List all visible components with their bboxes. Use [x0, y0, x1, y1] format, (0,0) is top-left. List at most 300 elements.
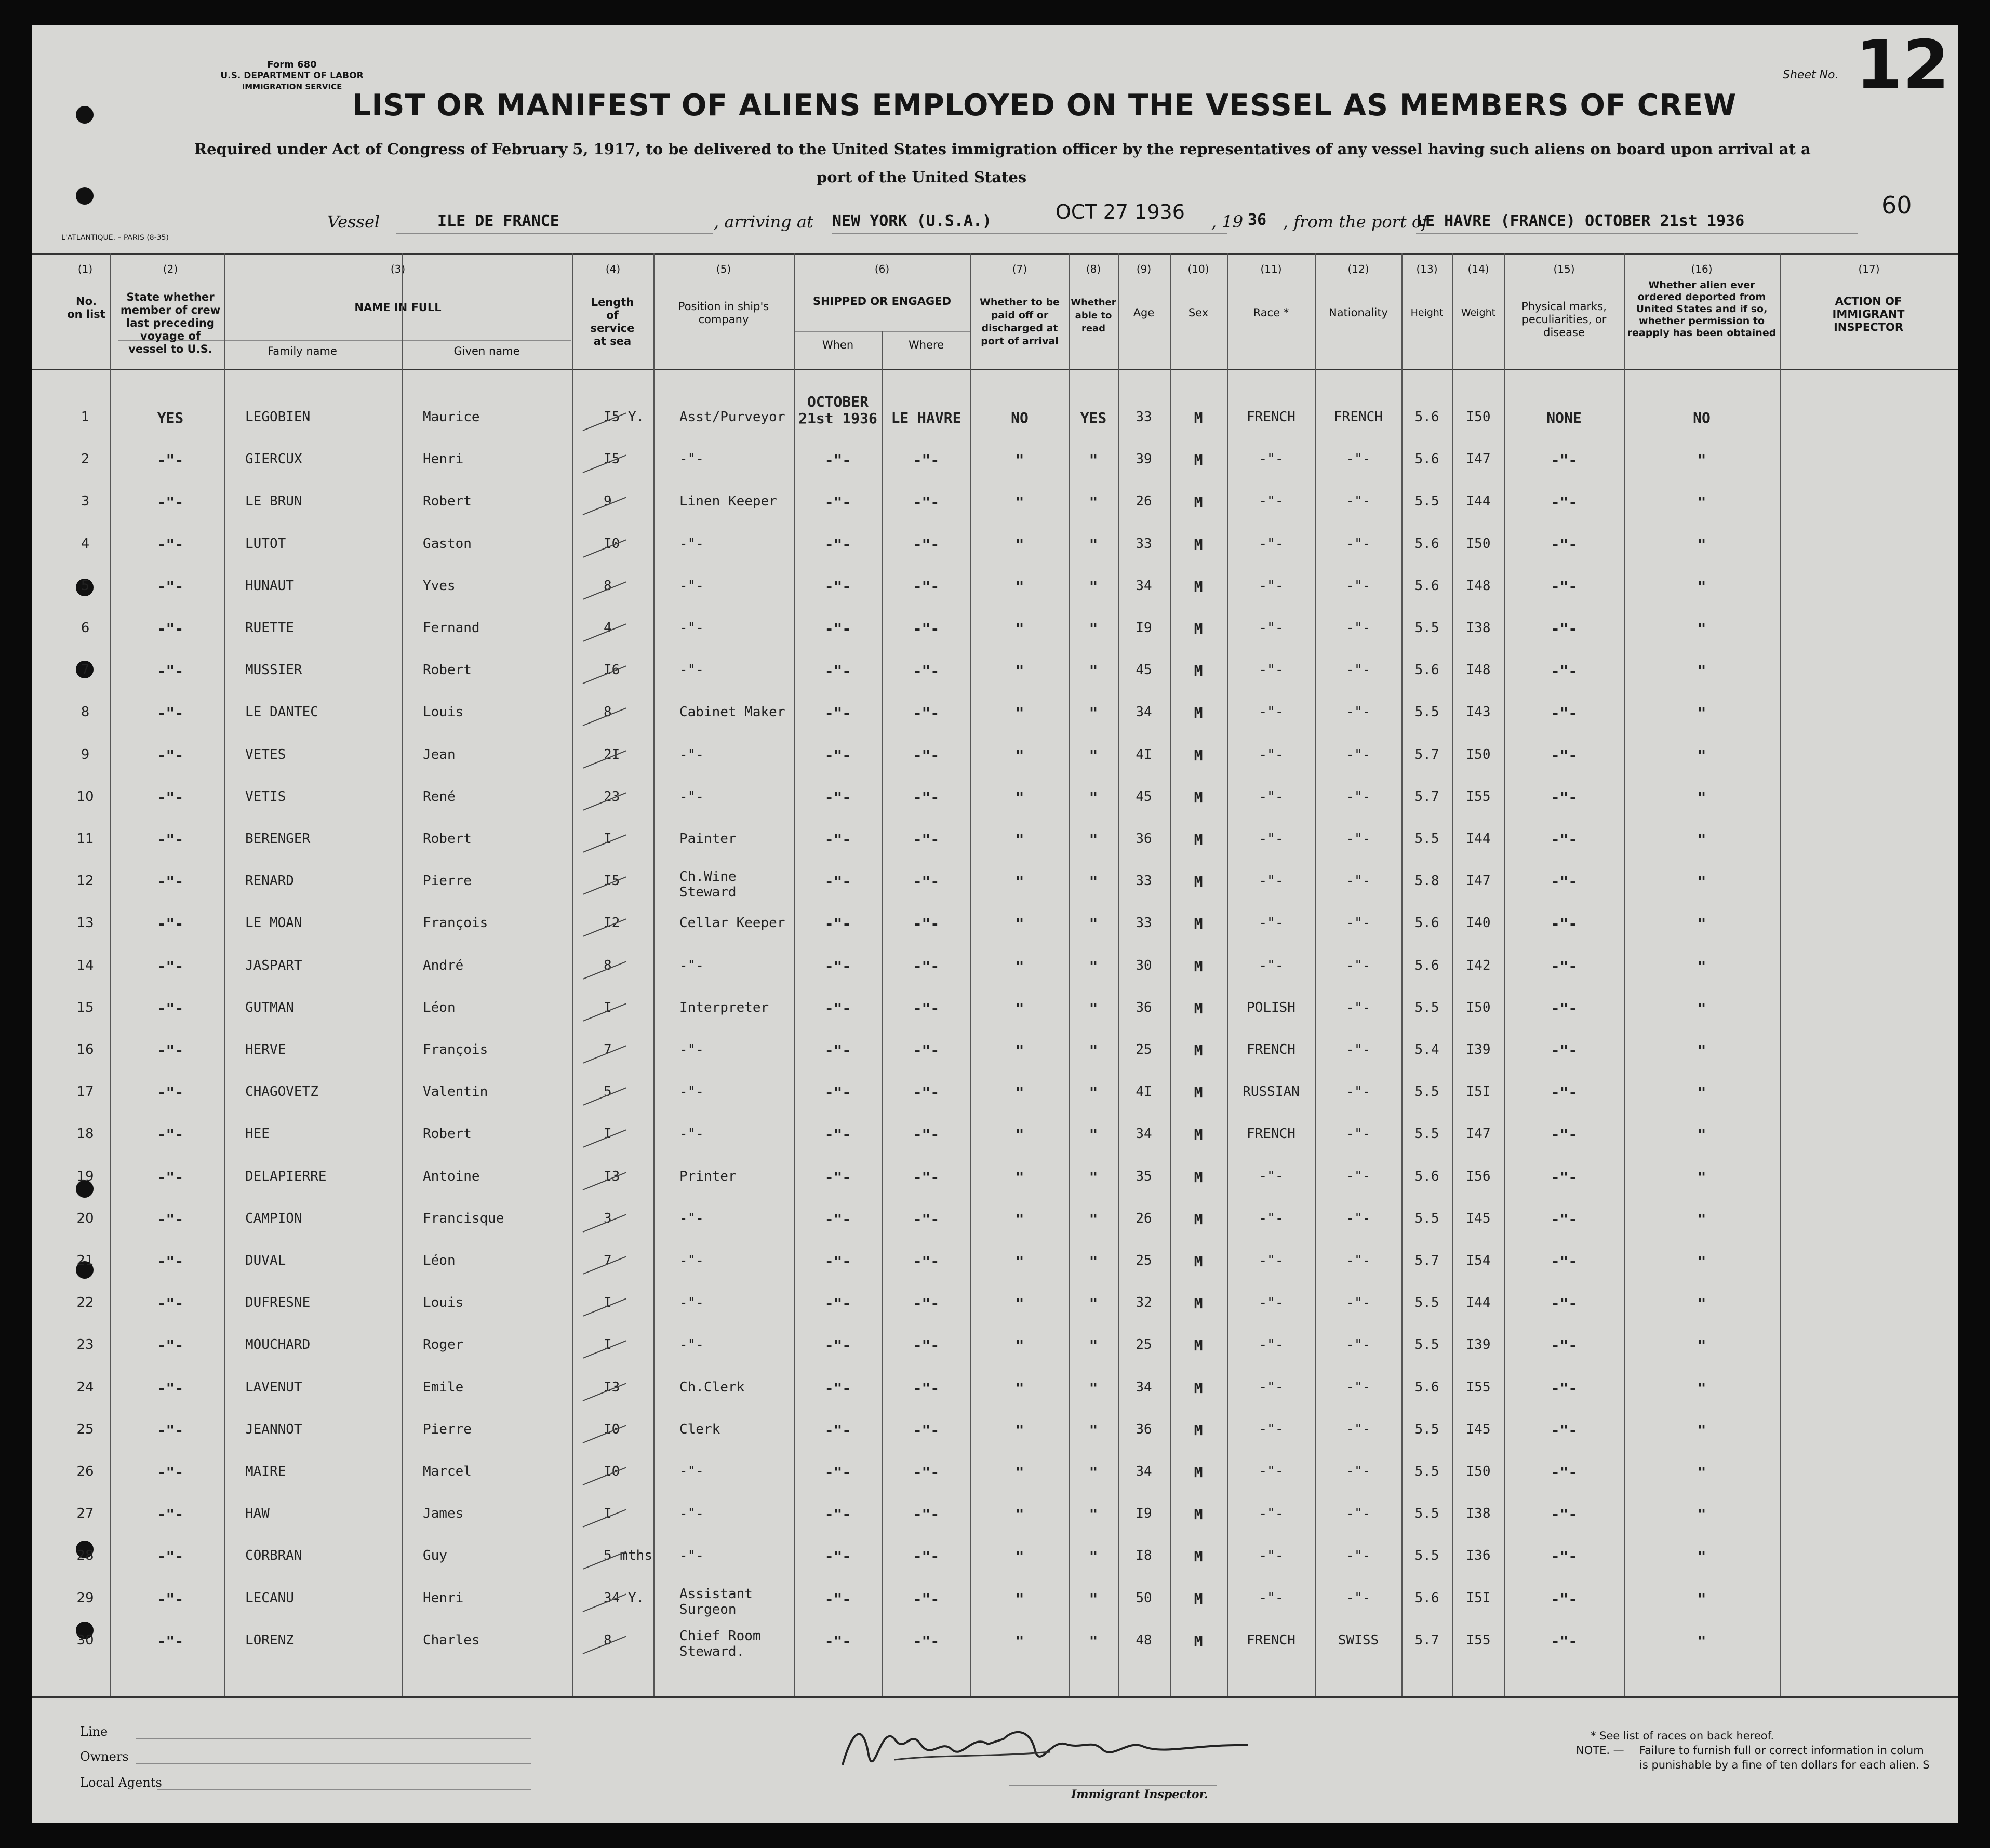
cell-given: Gaston [423, 536, 472, 552]
form-subtitle: Required under Act of Congress of February 5, 1917, to be delivered to the United States immigration officer by the representatives of any vessel having such aliens on board upon arrival at a [194, 140, 1811, 158]
cell-when: -"- [824, 1211, 851, 1228]
inspector-label: Immigrant Inspector. [1071, 1788, 1208, 1801]
cell-position: Cellar Keeper [679, 915, 785, 931]
cell-age: 33 [1136, 915, 1152, 931]
cell-deported: " [1697, 958, 1706, 975]
cell-no: 8 [81, 704, 90, 720]
cell-weight: I55 [1466, 789, 1491, 805]
cell-deported: " [1697, 1169, 1706, 1186]
cell-read: " [1089, 662, 1098, 679]
cell-no: 20 [76, 1211, 94, 1226]
cell-nationality: -"- [1346, 1126, 1371, 1142]
cell-position: Ch.Wine Steward [679, 869, 737, 900]
cell-read: " [1089, 1632, 1098, 1650]
cell-given: Robert [423, 831, 472, 847]
cell-age: 4I [1136, 1084, 1152, 1100]
cell-paid: " [1015, 831, 1024, 848]
cell-marks: -"- [1551, 1590, 1578, 1608]
cell-height: 5.7 [1414, 789, 1439, 805]
cell-weight: I5I [1466, 1590, 1491, 1606]
cell-given: Francisque [423, 1211, 504, 1226]
cell-weight: I50 [1466, 747, 1491, 762]
cell-family: HEE [245, 1126, 270, 1142]
cell-crew: -"- [157, 873, 184, 890]
cell-sex: M [1194, 1422, 1203, 1439]
cell-when: -"- [824, 1506, 851, 1523]
cell-race: -"- [1259, 536, 1284, 552]
cell-when: -"- [824, 1548, 851, 1565]
cell-no: 7 [81, 662, 90, 678]
cell-when: -"- [824, 1042, 851, 1059]
cell-read: " [1089, 958, 1098, 975]
cell-nationality: FRENCH [1334, 409, 1383, 425]
cell-where: -"- [913, 831, 940, 848]
cell-age: 39 [1136, 451, 1152, 467]
col-8-number: (8) [1086, 263, 1101, 275]
cell-paid: " [1015, 958, 1024, 975]
cell-deported: " [1697, 1295, 1706, 1312]
note-text-2: is punishable by a fine of ten dollars for each alien. S [1639, 1759, 1930, 1771]
col-5-header: Position in ship's company [678, 300, 769, 326]
cell-height: 5.6 [1414, 409, 1439, 425]
cell-crew: -"- [157, 704, 184, 721]
cell-where: -"- [913, 1632, 940, 1650]
cell-given: Robert [423, 662, 472, 678]
cell-marks: -"- [1551, 789, 1578, 806]
col-12-header: Nationality [1328, 306, 1388, 319]
cell-height: 5.7 [1414, 1253, 1439, 1268]
cell-marks: -"- [1551, 1042, 1578, 1059]
cell-service: I [604, 1126, 612, 1142]
cell-race: -"- [1259, 1169, 1284, 1184]
cell-weight: I47 [1466, 873, 1491, 889]
cell-where: -"- [913, 1548, 940, 1565]
cell-sex: M [1194, 620, 1203, 637]
cell-no: 19 [76, 1169, 94, 1184]
line-field[interactable] [136, 1738, 531, 1739]
cell-no: 15 [76, 1000, 94, 1015]
cell-nationality: -"- [1346, 1380, 1371, 1395]
cell-crew: -"- [157, 1422, 184, 1439]
cell-given: Maurice [423, 409, 480, 425]
cell-race: -"- [1259, 789, 1284, 805]
cell-paid: " [1015, 873, 1024, 890]
cell-sex: M [1194, 1126, 1203, 1143]
cell-family: HERVE [245, 1042, 286, 1057]
cell-deported: NO [1693, 409, 1711, 426]
cell-no: 28 [76, 1548, 94, 1563]
page-number: 60 [1881, 191, 1912, 219]
cell-when: -"- [824, 536, 851, 553]
vessel-name: ILE DE FRANCE [437, 212, 559, 230]
col-1-header: No. on list [67, 295, 105, 320]
cell-crew: -"- [157, 1590, 184, 1608]
cell-race: -"- [1259, 662, 1284, 678]
cell-deported: " [1697, 1253, 1706, 1270]
cell-sex: M [1194, 1590, 1203, 1608]
cell-family: GIERCUX [245, 451, 302, 467]
cell-nationality: -"- [1346, 662, 1371, 678]
cell-given: Marcel [423, 1464, 472, 1479]
cell-weight: I55 [1466, 1632, 1491, 1648]
cell-family: CORBRAN [245, 1548, 302, 1563]
cell-height: 5.5 [1414, 620, 1439, 636]
cell-nationality: -"- [1346, 1295, 1371, 1310]
cell-crew: -"- [157, 1042, 184, 1059]
col-17-number: (17) [1858, 263, 1880, 275]
cell-marks: -"- [1551, 1632, 1578, 1650]
cell-position: -"- [679, 1337, 704, 1352]
cell-paid: " [1015, 1548, 1024, 1565]
cell-weight: I5I [1466, 1084, 1491, 1100]
col-4-header: Length of service at sea [590, 296, 635, 347]
cell-marks: -"- [1551, 747, 1578, 764]
cell-age: 45 [1136, 662, 1152, 678]
note-races: * See list of races on back hereof. [1591, 1730, 1774, 1742]
cell-weight: I50 [1466, 409, 1491, 425]
cell-given: Antoine [423, 1169, 480, 1184]
cell-race: RUSSIAN [1243, 1084, 1300, 1100]
cell-paid: " [1015, 1042, 1024, 1059]
cell-weight: I45 [1466, 1422, 1491, 1437]
cell-read: " [1089, 1253, 1098, 1270]
cell-crew: -"- [157, 620, 184, 637]
cell-deported: " [1697, 915, 1706, 932]
cell-weight: I39 [1466, 1042, 1491, 1057]
cell-position: -"- [679, 1253, 704, 1268]
cell-service: I5 Y. [604, 409, 645, 425]
form-subtitle-2: port of the United States [817, 168, 1027, 186]
cell-deported: " [1697, 1211, 1706, 1228]
cell-position: -"- [679, 1464, 704, 1479]
punch-hole [76, 187, 94, 205]
cell-crew: -"- [157, 1084, 184, 1101]
cell-position: Cabinet Maker [679, 704, 785, 720]
col-14-number: (14) [1467, 263, 1489, 275]
cell-sex: M [1194, 831, 1203, 848]
from-label: , from the port of [1283, 212, 1428, 232]
vessel-label: Vessel [327, 212, 380, 232]
cell-where: LE HAVRE [891, 409, 961, 426]
cell-given: Valentin [423, 1084, 488, 1100]
cell-nationality: -"- [1346, 747, 1371, 762]
form-service: IMMIGRATION SERVICE [242, 82, 342, 91]
col-2-number: (2) [163, 263, 178, 275]
vessel-underline [396, 233, 713, 234]
cell-sex: M [1194, 1295, 1203, 1312]
column-rule [1452, 253, 1453, 1696]
cell-height: 5.5 [1414, 1548, 1439, 1563]
cell-where: -"- [913, 1380, 940, 1397]
cell-sex: M [1194, 409, 1203, 426]
cell-service: 8 [604, 1632, 612, 1648]
cell-no: 12 [76, 873, 94, 889]
col-6-number: (6) [874, 263, 890, 275]
cell-age: 32 [1136, 1295, 1152, 1310]
cell-where: -"- [913, 1590, 940, 1608]
cell-sex: M [1194, 915, 1203, 932]
cell-nationality: -"- [1346, 1042, 1371, 1057]
cell-read: " [1089, 1548, 1098, 1565]
column-rule [1227, 253, 1228, 1696]
cell-sex: M [1194, 1211, 1203, 1228]
cell-height: 5.5 [1414, 1000, 1439, 1015]
cell-race: -"- [1259, 451, 1284, 467]
cell-read: " [1089, 1169, 1098, 1186]
cell-weight: I50 [1466, 1000, 1491, 1015]
cell-nationality: -"- [1346, 789, 1371, 805]
cell-read: " [1089, 1042, 1098, 1059]
cell-given: Léon [423, 1253, 456, 1268]
cell-where: -"- [913, 704, 940, 721]
cell-read: " [1089, 620, 1098, 637]
cell-marks: -"- [1551, 831, 1578, 848]
cell-crew: -"- [157, 536, 184, 553]
cell-nationality: -"- [1346, 1253, 1371, 1268]
cell-when: -"- [824, 789, 851, 806]
cell-paid: " [1015, 662, 1024, 679]
cell-marks: -"- [1551, 1084, 1578, 1101]
cell-when: -"- [824, 704, 851, 721]
cell-service: I6 [604, 662, 620, 678]
cell-sex: M [1194, 662, 1203, 679]
cell-race: -"- [1259, 915, 1284, 931]
cell-sex: M [1194, 789, 1203, 806]
cell-where: -"- [913, 789, 940, 806]
cell-nationality: -"- [1346, 831, 1371, 847]
cell-when: -"- [824, 1253, 851, 1270]
cell-marks: -"- [1551, 620, 1578, 637]
cell-deported: " [1697, 578, 1706, 595]
cell-crew: -"- [157, 831, 184, 848]
cell-crew: -"- [157, 451, 184, 468]
cell-deported: " [1697, 873, 1706, 890]
cell-when: -"- [824, 1590, 851, 1608]
cell-weight: I44 [1466, 493, 1491, 509]
cell-where: -"- [913, 1464, 940, 1481]
cell-age: I8 [1136, 1548, 1152, 1563]
cell-marks: -"- [1551, 1253, 1578, 1270]
col-12-number: (12) [1347, 263, 1369, 275]
col-13-number: (13) [1416, 263, 1438, 275]
cell-service: I0 [604, 536, 620, 552]
cell-given: Pierre [423, 873, 472, 889]
cell-marks: -"- [1551, 1548, 1578, 1565]
cell-marks: -"- [1551, 915, 1578, 932]
cell-sex: M [1194, 536, 1203, 553]
cell-race: POLISH [1247, 1000, 1295, 1015]
cell-paid: " [1015, 1126, 1024, 1143]
cell-paid: " [1015, 1632, 1024, 1650]
cell-height: 5.5 [1414, 1295, 1439, 1310]
cell-service: 34 Y. [604, 1590, 645, 1606]
cell-no: 3 [81, 493, 90, 509]
cell-service: I3 [604, 1380, 620, 1395]
cell-when: -"- [824, 578, 851, 595]
cell-marks: -"- [1551, 451, 1578, 468]
column-rule [572, 253, 573, 1696]
local-agents-field[interactable] [157, 1789, 531, 1790]
cell-given: Henri [423, 451, 464, 467]
cell-service: 9 [604, 493, 612, 509]
cell-service: 8 [604, 578, 612, 594]
cell-read: " [1089, 915, 1098, 932]
cell-crew: -"- [157, 578, 184, 595]
cell-family: LE MOAN [245, 915, 302, 931]
owners-field[interactable] [136, 1763, 531, 1764]
departure-underline [1416, 233, 1858, 234]
cell-service: 4 [604, 620, 612, 636]
cell-age: 36 [1136, 1000, 1152, 1015]
cell-service: 8 [604, 958, 612, 973]
cell-given: Charles [423, 1632, 480, 1648]
cell-paid: " [1015, 1084, 1024, 1101]
cell-service: I5 [604, 451, 620, 467]
cell-race: -"- [1259, 578, 1284, 594]
cell-age: 26 [1136, 493, 1152, 509]
cell-read: " [1089, 704, 1098, 721]
cell-sex: M [1194, 1000, 1203, 1017]
cell-height: 5.6 [1414, 662, 1439, 678]
col-8-header: Whether able to read [1071, 297, 1116, 334]
cell-height: 5.5 [1414, 704, 1439, 720]
cell-read: " [1089, 1380, 1098, 1397]
cell-position: -"- [679, 1548, 704, 1563]
cell-where: -"- [913, 1169, 940, 1186]
col-1-number: (1) [77, 263, 93, 275]
col-17-header: ACTION OF IMMIGRANT INSPECTOR [1832, 295, 1905, 333]
cell-position: -"- [679, 958, 704, 973]
year-value: 36 [1248, 211, 1267, 229]
cell-position: Painter [679, 831, 737, 847]
cell-read: " [1089, 1590, 1098, 1608]
cell-age: 34 [1136, 578, 1152, 594]
col-7-header: Whether to be paid off or discharged at port of arrival [979, 297, 1060, 347]
cell-height: 5.4 [1414, 1042, 1439, 1057]
cell-when: -"- [824, 915, 851, 932]
cell-family: CHAGOVETZ [245, 1084, 318, 1100]
cell-no: 25 [76, 1422, 94, 1437]
cell-service: 5 [604, 1084, 612, 1100]
cell-deported: " [1697, 536, 1706, 553]
inspector-signature-line [1009, 1785, 1217, 1786]
cell-position: -"- [679, 1506, 704, 1521]
cell-given: Robert [423, 1126, 472, 1142]
cell-read: " [1089, 451, 1098, 468]
cell-family: HAW [245, 1506, 270, 1521]
arriving-label: , arriving at [714, 212, 813, 232]
cell-age: 36 [1136, 831, 1152, 847]
cell-position: -"- [679, 451, 704, 467]
cell-marks: -"- [1551, 1380, 1578, 1397]
cell-weight: I43 [1466, 704, 1491, 720]
cell-position: Chief Room Steward. [679, 1628, 761, 1659]
cell-marks: -"- [1551, 1000, 1578, 1017]
cell-height: 5.6 [1414, 1380, 1439, 1395]
cell-paid: " [1015, 1253, 1024, 1270]
cell-age: 25 [1136, 1337, 1152, 1352]
page-title: LIST OR MANIFEST OF ALIENS EMPLOYED ON THE VESSEL AS MEMBERS OF CREW [352, 88, 1737, 123]
cell-sex: M [1194, 1169, 1203, 1186]
col-9-header: Age [1133, 306, 1155, 319]
cell-read: " [1089, 1295, 1098, 1312]
cell-service: 5 mths [604, 1548, 652, 1563]
cell-family: LE BRUN [245, 493, 302, 509]
cell-nationality: -"- [1346, 915, 1371, 931]
cell-read: " [1089, 1000, 1098, 1017]
cell-when: -"- [824, 831, 851, 848]
punch-hole [76, 106, 94, 124]
cell-nationality: -"- [1346, 1506, 1371, 1521]
col-14-header: Weight [1461, 307, 1496, 318]
cell-weight: I48 [1466, 578, 1491, 594]
cell-race: -"- [1259, 704, 1284, 720]
cell-where: -"- [913, 958, 940, 975]
cell-when: -"- [824, 1084, 851, 1101]
cell-no: 4 [81, 536, 90, 552]
cell-given: François [423, 1042, 488, 1057]
cell-weight: I36 [1466, 1548, 1491, 1563]
cell-sex: M [1194, 1253, 1203, 1270]
cell-nationality: -"- [1346, 1464, 1371, 1479]
cell-nationality: -"- [1346, 704, 1371, 720]
cell-read: YES [1080, 409, 1107, 426]
cell-crew: -"- [157, 1464, 184, 1481]
cell-position: -"- [679, 1211, 704, 1226]
cell-service: 2I [604, 747, 620, 762]
cell-marks: -"- [1551, 1211, 1578, 1228]
cell-sex: M [1194, 1506, 1203, 1523]
cell-weight: I38 [1466, 1506, 1491, 1521]
cell-given: Louis [423, 1295, 464, 1310]
cell-family: CAMPION [245, 1211, 302, 1226]
cell-read: " [1089, 1211, 1098, 1228]
manifest-sheet [32, 25, 1958, 1823]
cell-race: -"- [1259, 493, 1284, 509]
cell-when: -"- [824, 747, 851, 764]
cell-deported: " [1697, 662, 1706, 679]
cell-marks: -"- [1551, 578, 1578, 595]
cell-deported: " [1697, 493, 1706, 511]
cell-height: 5.6 [1414, 1169, 1439, 1184]
departure-port: LE HAVRE (FRANCE) OCTOBER 21st 1936 [1416, 212, 1745, 230]
cell-race: -"- [1259, 747, 1284, 762]
note-text-1: Failure to furnish full or correct information in colum [1639, 1744, 1924, 1757]
cell-read: " [1089, 1464, 1098, 1481]
cell-where: -"- [913, 451, 940, 468]
cell-family: HUNAUT [245, 578, 294, 594]
cell-paid: " [1015, 1000, 1024, 1017]
cell-position: -"- [679, 1084, 704, 1100]
cell-nationality: -"- [1346, 1548, 1371, 1563]
cell-position: -"- [679, 662, 704, 678]
cell-position: Printer [679, 1169, 737, 1184]
cell-deported: " [1697, 789, 1706, 806]
cell-service: I [604, 1337, 612, 1352]
cell-race: -"- [1259, 1295, 1284, 1310]
cell-deported: " [1697, 620, 1706, 637]
cell-crew: -"- [157, 789, 184, 806]
column-rule [402, 253, 403, 1696]
col-6-sub-where: Where [908, 339, 944, 351]
cell-when: -"- [824, 1169, 851, 1186]
cell-family: JEANNOT [245, 1422, 302, 1437]
cell-no: 2 [81, 451, 90, 467]
cell-crew: -"- [157, 1380, 184, 1397]
cell-family: LE DANTEC [245, 704, 318, 720]
cell-age: 45 [1136, 789, 1152, 805]
cell-weight: I54 [1466, 1253, 1491, 1268]
